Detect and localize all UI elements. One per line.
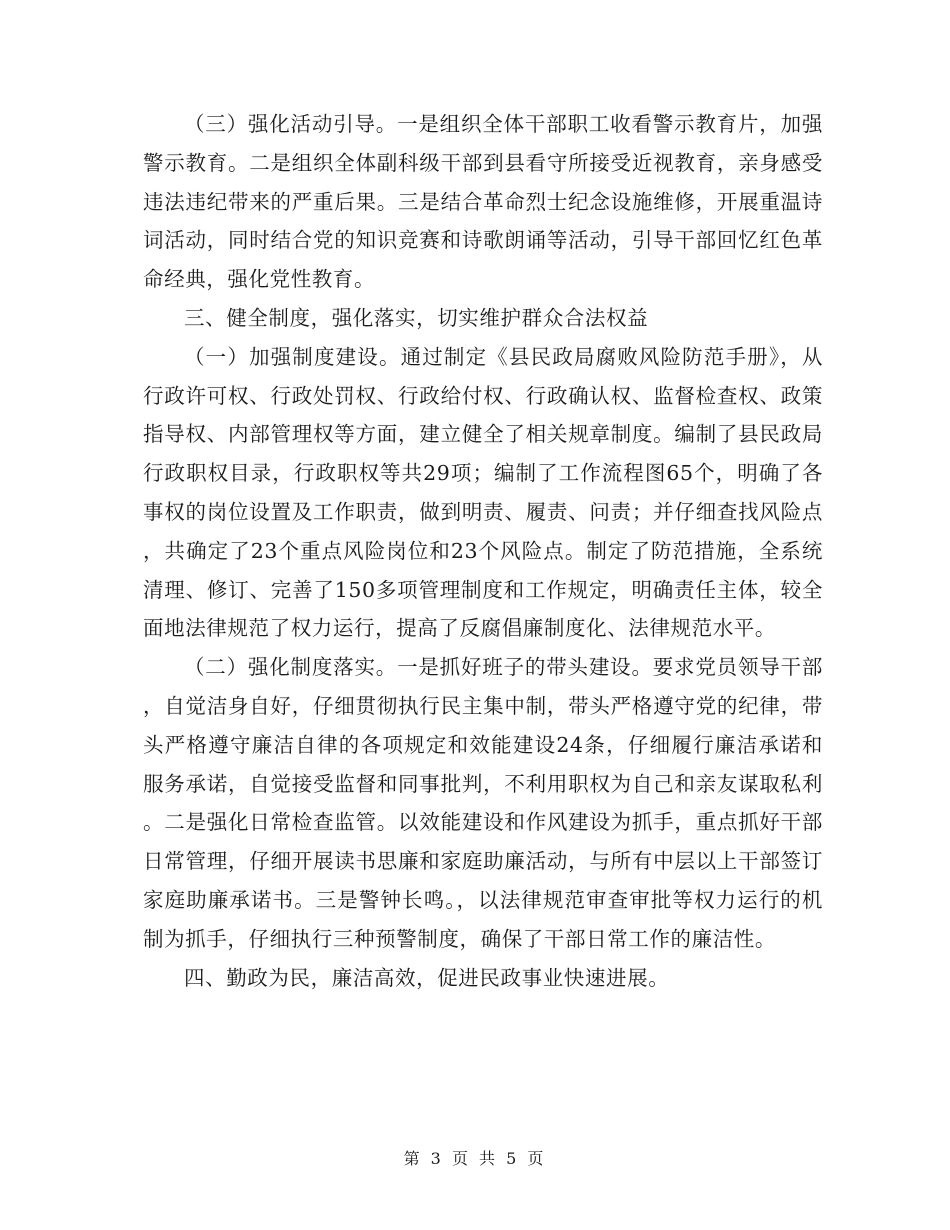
section-heading-4: 四、勤政为民，廉洁高效，促进民政事业快速进展。: [184, 965, 670, 990]
document-body: [143, 105, 823, 997]
paragraph-system-implementation: （二）强化制度落实。一是抓好班子的带头建设。要求党员领导干部，自觉洁身自好，仔细贯彻执行民主集中制，带头严格遵守党的纪律，带头严格遵守廉洁自律的各项规定和效能建设24条，仔细履行廉洁承诺和服务承诺，自觉接受监督和同事批判，不利用职权为自己和亲友谋取私利。二是强化日常检查监管。以效能建设和作风建设为抓手，重点抓好干部日常管理，仔细开展读书思廉和家庭助廉活动，与所有中层以上干部签订家庭助廉承诺书。三是警钟长鸣。，以法律规范审查审批等权力运行的机制为抓手，仔细执行三种预警制度，确保了干部日常工作的廉洁性。: [143, 655, 823, 951]
paragraph-system-building: （一）加强制度建设。通过制定《县民政局腐败风险防范手册》，从行政许可权、行政处罚权、行政给付权、行政确认权、监督检查权、政策指导权、内部管理权等方面，建立健全了相关规章制度。编制了县民政局行政职权目录，行政职权等共29项；编制了工作流程图65个，明确了各事权的岗位设置及工作职责，做到明责、履责、问责；并仔细查找风险点，共确定了23个重点风险岗位和23个风险点。制定了防范措施，全系统清理、修订、完善了150多项管理制度和工作规定，明确责任主体，较全面地法律规范了权力运行，提高了反腐倡廉制度化、法律规范水平。: [143, 344, 823, 641]
section-heading-3: 三、健全制度，强化落实，切实维护群众合法权益: [184, 305, 649, 330]
paragraph-activity-guidance: （三）强化活动引导。一是组织全体干部职工收看警示教育片，加强警示教育。二是组织全体副科级干部到县看守所接受近视教育，亲身感受违法违纪带来的严重后果。三是结合革命烈士纪念设施维修，开展重温诗词活动，同时结合党的知识竞赛和诗歌朗诵等活动，引导干部回忆红色革命经典，强化党性教育。: [143, 112, 823, 292]
page-number-footer: 第 3 页 共 5 页: [403, 1149, 547, 1168]
